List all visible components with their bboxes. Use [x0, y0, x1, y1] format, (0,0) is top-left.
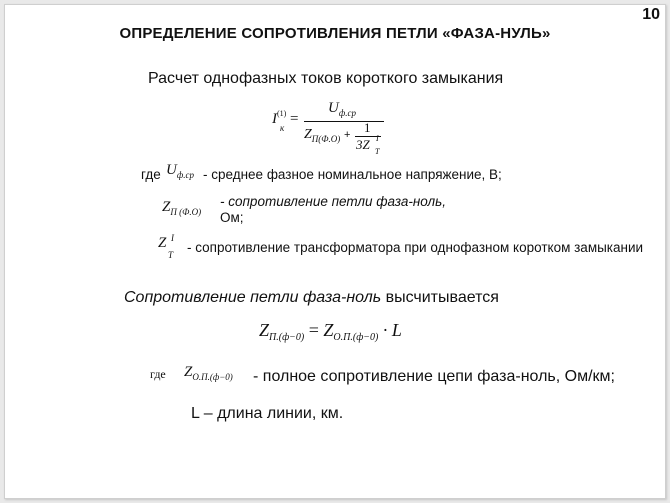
- u-symbol: U: [166, 162, 177, 178]
- z-loop-symbol-sub: П (Ф.О): [170, 207, 202, 217]
- formula1-lhs: I: [272, 111, 277, 127]
- formula1-den-sub: П(Ф.О): [311, 134, 341, 144]
- subtitle: Расчет однофазных токов короткого замыкания: [148, 70, 504, 87]
- formula1-inner-num: 1: [364, 120, 371, 135]
- formula1-inner-den-sup: I: [376, 134, 379, 143]
- formula2-lhs: Z: [259, 320, 270, 340]
- formula1-inner-den: 3Z: [356, 137, 370, 152]
- formula2-rhs-sub: О.П.(ф−0): [333, 332, 379, 343]
- formula1-lhs-sub: к: [280, 123, 285, 133]
- formula1-lhs-sup: (1): [277, 109, 287, 118]
- zt-description: - сопротивление трансформатора при однофазном коротком замыкании: [187, 240, 644, 255]
- z-full-description: - полное сопротивление цепи фаза-ноль, Ом/км;: [253, 368, 615, 385]
- formula2-equals: =: [304, 320, 324, 340]
- u-symbol-sub: ф.ср: [176, 170, 194, 180]
- formula-loop-resistance: [259, 320, 402, 341]
- z-loop-description-unit: Ом;: [220, 210, 244, 225]
- formula2-lhs-sub: П.(ф−0): [269, 332, 305, 343]
- page-title: ОПРЕДЕЛЕНИЕ СОПРОТИВЛЕНИЯ ПЕТЛИ «ФАЗА-НУЛЬ»: [119, 25, 551, 42]
- where-label-2: где: [150, 367, 166, 381]
- formula1-plus: +: [344, 129, 351, 141]
- section2-heading: [124, 289, 499, 307]
- page-number: 10: [642, 6, 660, 23]
- z-loop-description: - сопротивление петли фаза-ноль,: [220, 194, 446, 209]
- z-full-symbol-sub: О.П.(ф−0): [192, 372, 233, 382]
- formula1-equals: =: [290, 111, 299, 127]
- formula1-fraction-bar: [304, 121, 384, 122]
- formula1-inner-den-sub: Т: [375, 147, 380, 156]
- u-description: - среднее фазное номинальное напряжение, В;: [203, 167, 502, 182]
- where-label-1: где: [141, 167, 161, 182]
- formula1-den: Z: [304, 127, 312, 142]
- zt-symbol: Z: [158, 235, 167, 251]
- zt-symbol-sup: I: [171, 233, 174, 243]
- z-full-symbol: Z: [184, 364, 193, 380]
- zt-symbol-sub: Т: [168, 250, 174, 260]
- section2-heading-normal: высчитывается: [381, 289, 499, 306]
- formula1-num: U: [328, 100, 339, 116]
- formula2-rhs: Z: [323, 320, 334, 340]
- section2-heading-italic: Сопротивление петли фаза-ноль: [124, 289, 382, 306]
- length-description: L – длина линии, км.: [191, 405, 344, 422]
- formula2-mult: · L: [378, 320, 402, 340]
- formula1-num-sub: ф.ср: [338, 108, 356, 118]
- z-loop-symbol: Z: [162, 199, 171, 215]
